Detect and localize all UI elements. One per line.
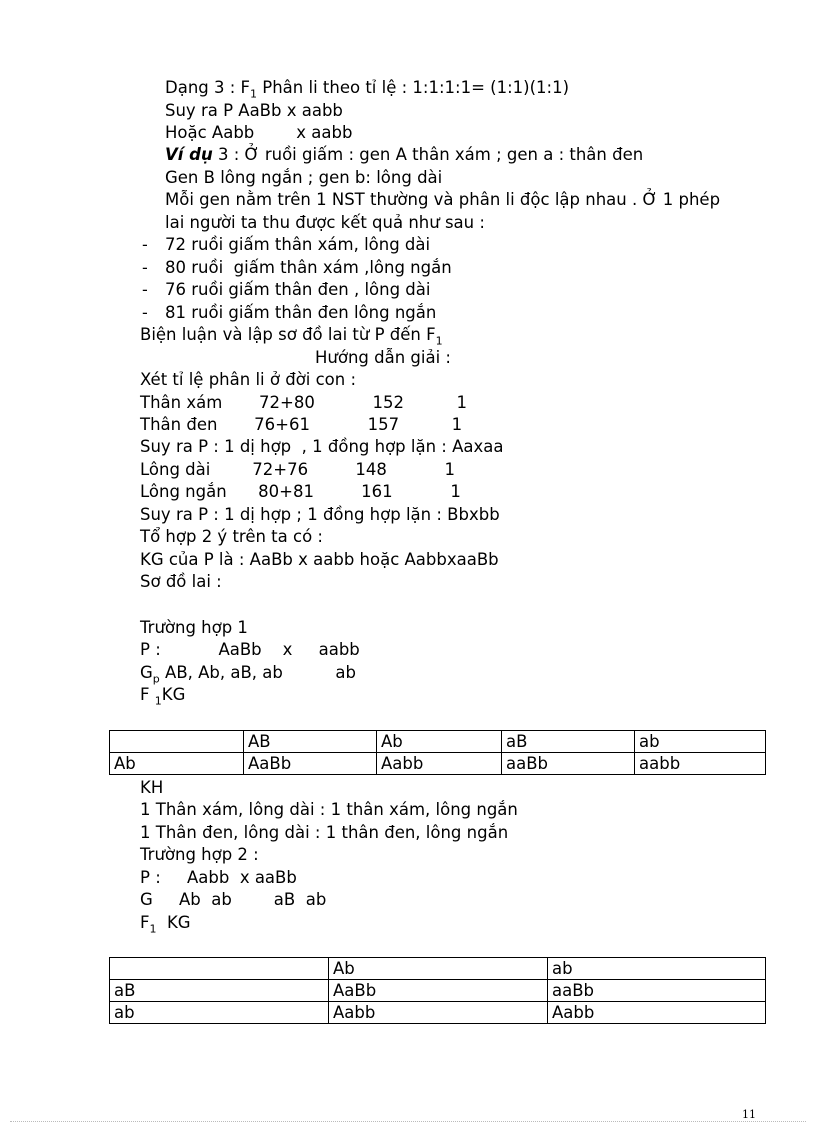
result-item: 76 ruồi giấm thân đen , lông dài [165,280,431,299]
table-cell: ab [635,731,766,753]
dang3-line: Dạng 3 : $F_1$ Phân li theo tỉ lệ : 1:1:1:1= (1:1)(1:1) [165,78,570,101]
table-cell: AaBb [244,753,377,775]
result-item: 81 ruồi giấm thân đen lông ngắn [165,303,437,322]
kh-line-2: 1 Thân đen, lông dài : 1 thân đen, lông ngắn [140,823,509,842]
table-cell: aaBb [548,980,766,1002]
moi-gen-line: Mỗi gen nằm trên 1 NST thường và phân li độc lập nhau . Ở 1 phép [165,190,721,209]
table-cell: Aabb [548,1002,766,1024]
case1-f1-line: F $_1$KG [140,685,186,708]
table-cell: Aabb [329,1002,548,1024]
case2-heading: Trường hợp 2 : [140,845,259,864]
table-row [110,980,766,1002]
table-cell: Aabb [377,753,502,775]
long-dai-line: Lông dài 72+76 148 1 [140,460,456,479]
table-cell [110,958,329,980]
so-do-line: Sơ đồ lai : [140,572,222,591]
gen-b-line: Gen B lông ngắn ; gen b: lông dài [165,168,443,187]
punnett-table-1 [109,730,766,775]
result-item: 72 ruồi giấm thân xám, lông dài [165,235,431,254]
table-row [110,1002,766,1024]
table-cell: aaBb [502,753,635,775]
table-row [110,731,766,753]
table-row [110,753,766,775]
suy-ra-p-line: Suy ra P AaBb x aabb [165,101,343,120]
hoac-line: Hoặc Aabb x aabb [165,123,353,142]
table-row [110,958,766,980]
case2-f1-line: $F_1$ KG [140,913,191,936]
huong-dan-heading: Hướng dẫn giải : [315,348,451,367]
table-cell: ab [548,958,766,980]
page-number: 11 [742,1108,756,1121]
table-cell: Ab [329,958,548,980]
table-cell: ab [110,1002,329,1024]
footer-divider [10,1121,806,1122]
bullet-dash: - [142,303,148,322]
result-item: 80 ruồi giấm thân xám ,lông ngắn [165,258,452,277]
table-cell: aB [110,980,329,1002]
table-cell: Ab [110,753,244,775]
table-cell: AaBb [329,980,548,1002]
kh-line-1: 1 Thân xám, lông dài : 1 thân xám, lông ngắn [140,800,518,819]
than-xam-line: Thân xám 72+80 152 1 [140,393,467,412]
table-cell: Ab [377,731,502,753]
long-ngan-line: Lông ngắn 80+81 161 1 [140,482,461,501]
case1-g-line: $G_p$ AB, Ab, aB, ab ab [140,663,356,686]
example-label: Ví dụ [165,145,213,164]
example-line: Ví dụ 3 : Ở ruồi giấm : gen A thân xám ; gen a : thân đen [165,145,644,164]
table-cell [110,731,244,753]
bien-luan-line: Biện luận và lập sơ đồ lai từ P đến $F_1$ [140,325,443,348]
xet-line: Xét tỉ lệ phân li ở đời con : [140,370,357,389]
bullet-dash: - [142,235,148,254]
kh-label: KH [140,778,164,797]
bullet-dash: - [142,280,148,299]
case2-p-line: P : Aabb x aaBb [140,868,297,887]
case1-p-line: P : AaBb x aabb [140,640,360,659]
than-den-line: Thân đen 76+61 157 1 [140,415,463,434]
bullet-dash: - [142,258,148,277]
table-cell: aB [502,731,635,753]
lai-line: lai người ta thu được kết quả như sau : [165,213,485,232]
kg-p-line: KG của P là : AaBb x aabb hoặc AabbxaaBb [140,550,499,569]
case1-heading: Trường hợp 1 [140,618,248,637]
suy-aa-line: Suy ra P : 1 dị hợp , 1 đồng hợp lặn : Aaxaa [140,437,504,456]
table-cell: aabb [635,753,766,775]
to-hop-line: Tổ hợp 2 ý trên ta có : [140,527,323,546]
table-cell: AB [244,731,377,753]
punnett-table-2 [109,957,766,1024]
suy-bb-line: Suy ra P : 1 dị hợp ; 1 đồng hợp lặn : Bbxbb [140,505,500,524]
case2-g-line: G Ab ab aB ab [140,890,327,909]
